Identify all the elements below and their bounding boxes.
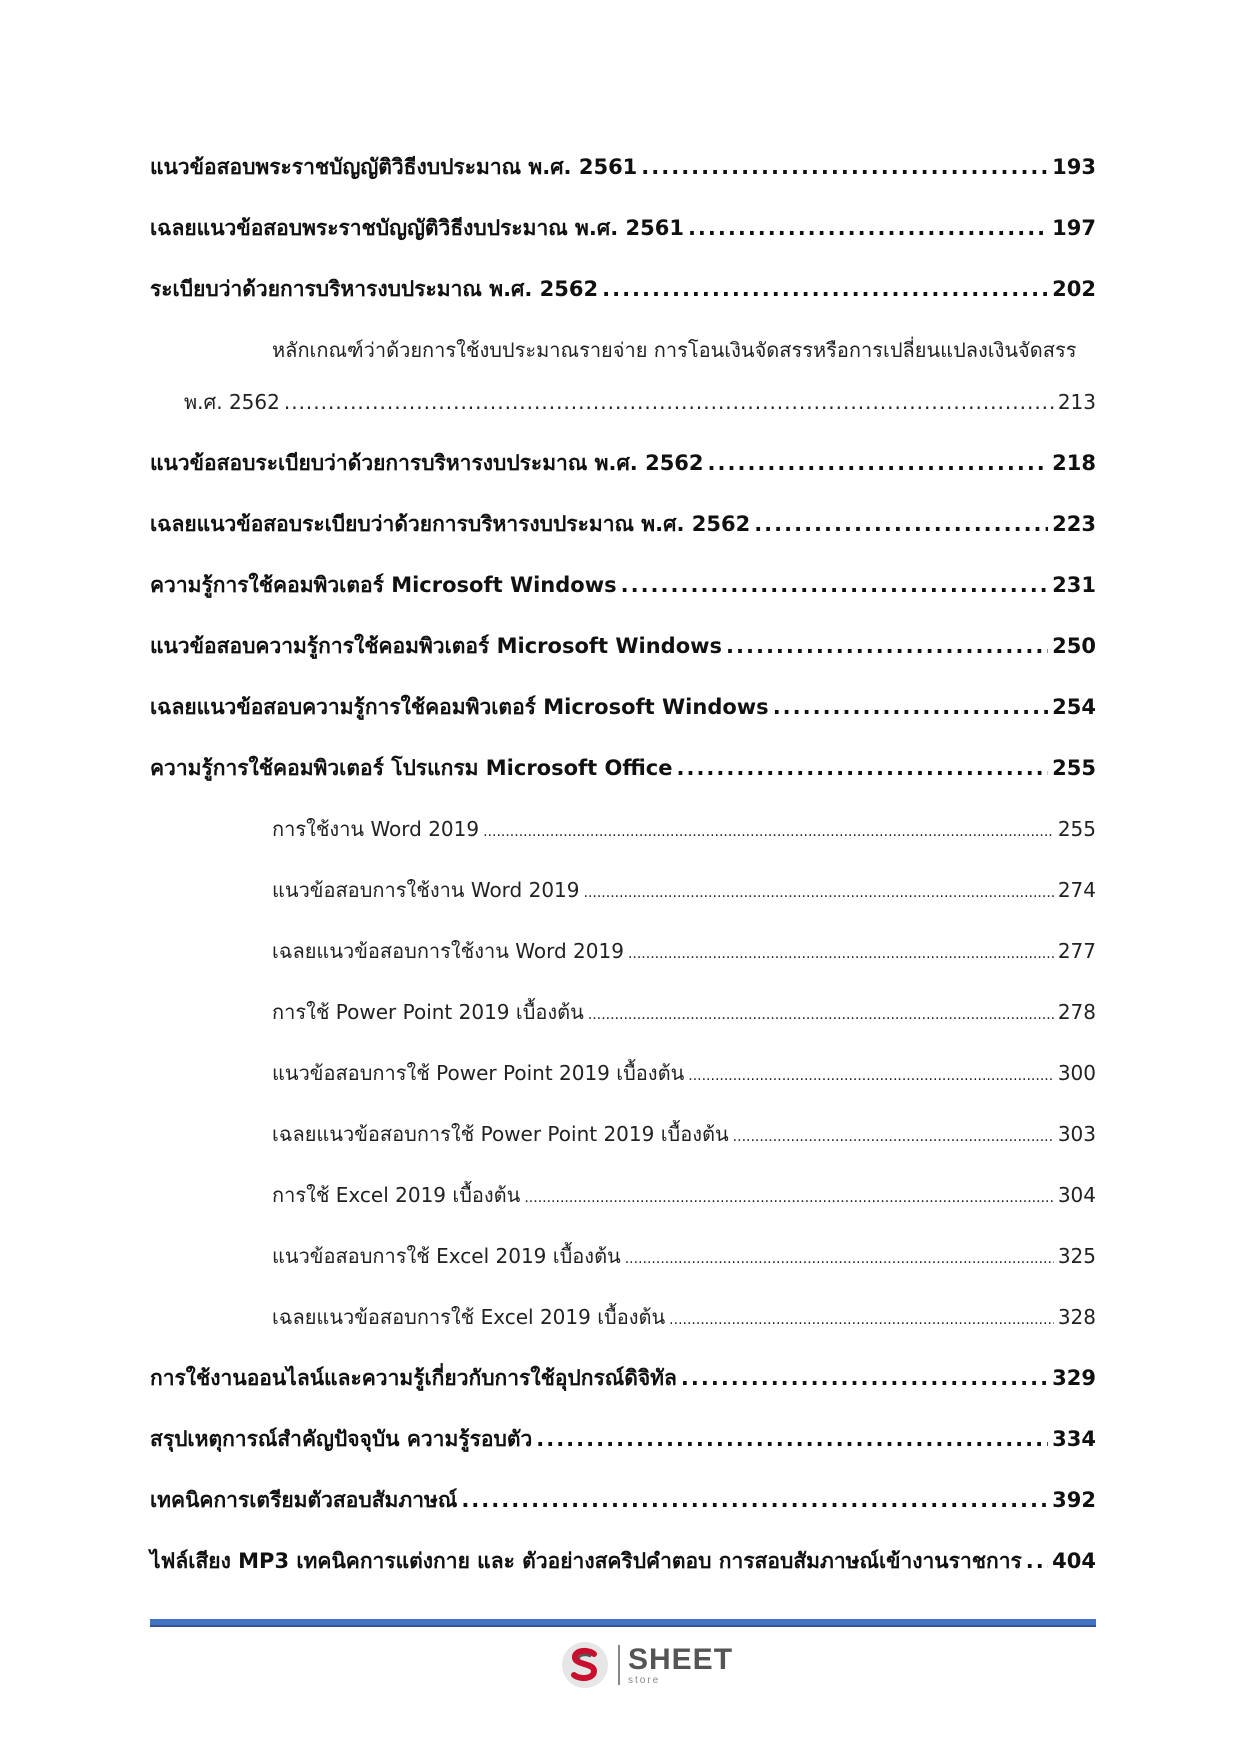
toc-entry-title: การใช้ Power Point 2019 เบื้องต้น	[272, 1000, 584, 1024]
dot-leader	[524, 1180, 1053, 1213]
toc-entry-title: ความรู้การใช้คอมพิวเตอร์ โปรแกรม Microsoft Office	[150, 756, 673, 780]
toc-entry[interactable]	[150, 152, 1096, 213]
dot-leader	[461, 1485, 1048, 1515]
toc-entry-page: 304	[1057, 1183, 1096, 1207]
table-of-contents	[150, 152, 1096, 1607]
toc-entry-page: 329	[1052, 1366, 1096, 1390]
dot-leader	[625, 1241, 1054, 1274]
toc-entry-title: เฉลยแนวข้อสอบความรู้การใช้คอมพิวเตอร์ Microsoft Windows	[150, 695, 769, 719]
logo-wordmark	[628, 1642, 734, 1686]
toc-entry-title: การใช้ Excel 2019 เบื้องต้น	[272, 1183, 521, 1207]
toc-entry[interactable]	[150, 1424, 1096, 1485]
dot-leader	[688, 213, 1048, 243]
toc-entry-page: 303	[1057, 1122, 1096, 1146]
logo-word: SHEET	[628, 1642, 734, 1676]
toc-entry-page: 197	[1052, 216, 1096, 240]
toc-entry-title: เทคนิคการเตรียมตัวสอบสัมภาษณ์	[150, 1488, 458, 1512]
toc-entry-title: แนวข้อสอบการใช้ Excel 2019 เบื้องต้น	[272, 1244, 621, 1268]
toc-entry-title: การใช้งานออนไลน์และความรู้เกี่ยวกับการใช้อุปกรณ์ดิจิทัล	[150, 1366, 677, 1390]
toc-subentry[interactable]	[150, 875, 1096, 936]
toc-entry[interactable]	[150, 448, 1096, 509]
dot-leader	[584, 875, 1054, 908]
logo-sub: store	[628, 1674, 661, 1686]
toc-entry-page: 202	[1052, 277, 1096, 301]
dot-leader	[628, 936, 1054, 969]
toc-entry-title: แนวข้อสอบการใช้งาน Word 2019	[272, 878, 580, 902]
toc-entry-title: แนวข้อสอบพระราชบัญญัติวิธีงบประมาณ พ.ศ. 2561	[150, 155, 638, 179]
toc-entry-page: 213	[1057, 390, 1096, 414]
dot-leader	[588, 997, 1054, 1030]
dot-leader	[641, 152, 1048, 182]
toc-entry-title: ระเบียบว่าด้วยการบริหารงบประมาณ พ.ศ. 2562	[150, 277, 599, 301]
toc-subentry[interactable]	[150, 1302, 1096, 1363]
dot-leader	[284, 387, 1054, 417]
dot-leader	[733, 1119, 1054, 1152]
toc-entry-title: เฉลยแนวข้อสอบระเบียบว่าด้วยการบริหารงบประมาณ พ.ศ. 2562	[150, 512, 751, 536]
toc-entry-page: 193	[1052, 155, 1096, 179]
toc-entry-title: เฉลยแนวข้อสอบการใช้ Excel 2019 เบื้องต้น	[272, 1305, 666, 1329]
toc-entry-title: แนวข้อสอบการใช้ Power Point 2019 เบื้องต้น	[272, 1061, 685, 1085]
toc-entry-page: 328	[1057, 1305, 1096, 1329]
toc-subentry[interactable]	[150, 1119, 1096, 1180]
toc-subentry[interactable]	[150, 1241, 1096, 1302]
toc-entry[interactable]	[150, 213, 1096, 274]
toc-entry[interactable]	[150, 1546, 1096, 1607]
footer-rule	[150, 1619, 1096, 1627]
toc-entry-page: 325	[1057, 1244, 1096, 1268]
toc-entry-page: 334	[1052, 1427, 1096, 1451]
dot-leader	[681, 1363, 1048, 1393]
dot-leader	[676, 753, 1048, 783]
toc-entry-title: สรุปเหตุการณ์สำคัญปัจจุบัน ความรู้รอบตัว	[150, 1427, 533, 1451]
dot-leader	[688, 1058, 1054, 1091]
toc-entry-page: 274	[1057, 878, 1096, 902]
toc-entry[interactable]	[150, 1363, 1096, 1424]
toc-entry[interactable]	[150, 570, 1096, 631]
toc-entry-title: การใช้งาน Word 2019	[272, 817, 480, 841]
logo-separator	[618, 1645, 620, 1685]
toc-entry-wrapped[interactable]	[150, 335, 1096, 417]
toc-entry[interactable]	[150, 509, 1096, 570]
toc-entry[interactable]	[150, 692, 1096, 753]
toc-entry[interactable]	[150, 1485, 1096, 1546]
toc-entry-page: 300	[1057, 1061, 1096, 1085]
dot-leader	[773, 692, 1048, 722]
dot-leader	[1026, 1546, 1048, 1576]
toc-entry-page: 277	[1057, 939, 1096, 963]
toc-entry-title: ความรู้การใช้คอมพิวเตอร์ Microsoft Windows	[150, 573, 617, 597]
sheet-store-s-logo-icon	[560, 1640, 610, 1690]
dot-leader	[708, 448, 1049, 478]
toc-entry-page: 231	[1052, 573, 1096, 597]
dot-leader	[483, 814, 1054, 847]
toc-subentry[interactable]	[150, 1058, 1096, 1119]
toc-entry-title: เฉลยแนวข้อสอบพระราชบัญญัติวิธีงบประมาณ พ.ศ. 2561	[150, 216, 684, 240]
toc-entry-title: เฉลยแนวข้อสอบการใช้ Power Point 2019 เบื้องต้น	[272, 1122, 729, 1146]
toc-entry-page: 392	[1052, 1488, 1096, 1512]
dot-leader	[754, 509, 1048, 539]
toc-entry-title: แนวข้อสอบระเบียบว่าด้วยการบริหารงบประมาณ พ.ศ. 2562	[150, 451, 704, 475]
dot-leader	[621, 570, 1049, 600]
dot-leader	[602, 274, 1048, 304]
toc-entry-page: 250	[1052, 634, 1096, 658]
dot-leader	[669, 1302, 1054, 1335]
toc-subentry[interactable]	[150, 1180, 1096, 1241]
toc-entry-page: 255	[1057, 817, 1096, 841]
toc-entry[interactable]	[150, 274, 1096, 335]
toc-entry-page: 404	[1052, 1549, 1096, 1573]
toc-subentry[interactable]	[150, 936, 1096, 997]
toc-entry-title: แนวข้อสอบความรู้การใช้คอมพิวเตอร์ Microsoft Windows	[150, 634, 723, 658]
sheet-store-logo	[560, 1640, 740, 1690]
toc-entry-page: 278	[1057, 1000, 1096, 1024]
toc-entry[interactable]	[150, 631, 1096, 692]
toc-subentry[interactable]	[150, 814, 1096, 875]
toc-entry-page: 255	[1052, 756, 1096, 780]
dot-leader	[726, 631, 1048, 661]
toc-entry-title-line2: พ.ศ. 2562	[184, 390, 280, 414]
dot-leader	[536, 1424, 1048, 1454]
toc-entry-title: เฉลยแนวข้อสอบการใช้งาน Word 2019	[272, 939, 624, 963]
toc-entry-page: 223	[1052, 512, 1096, 536]
toc-subentry[interactable]	[150, 997, 1096, 1058]
toc-entry-title: ไฟล์เสียง MP3 เทคนิคการแต่งกาย และ ตัวอย่างสคริปคำตอบ การสอบสัมภาษณ์เข้างานราชการ	[150, 1549, 1022, 1573]
toc-entry-page: 254	[1052, 695, 1096, 719]
toc-entry-page: 218	[1052, 451, 1096, 475]
toc-entry[interactable]	[150, 753, 1096, 814]
toc-entry-title-line1: หลักเกณฑ์ว่าด้วยการใช้งบประมาณรายจ่าย การโอนเงินจัดสรรหรือการเปลี่ยนแปลงเงินจัดสรร	[272, 338, 1077, 362]
